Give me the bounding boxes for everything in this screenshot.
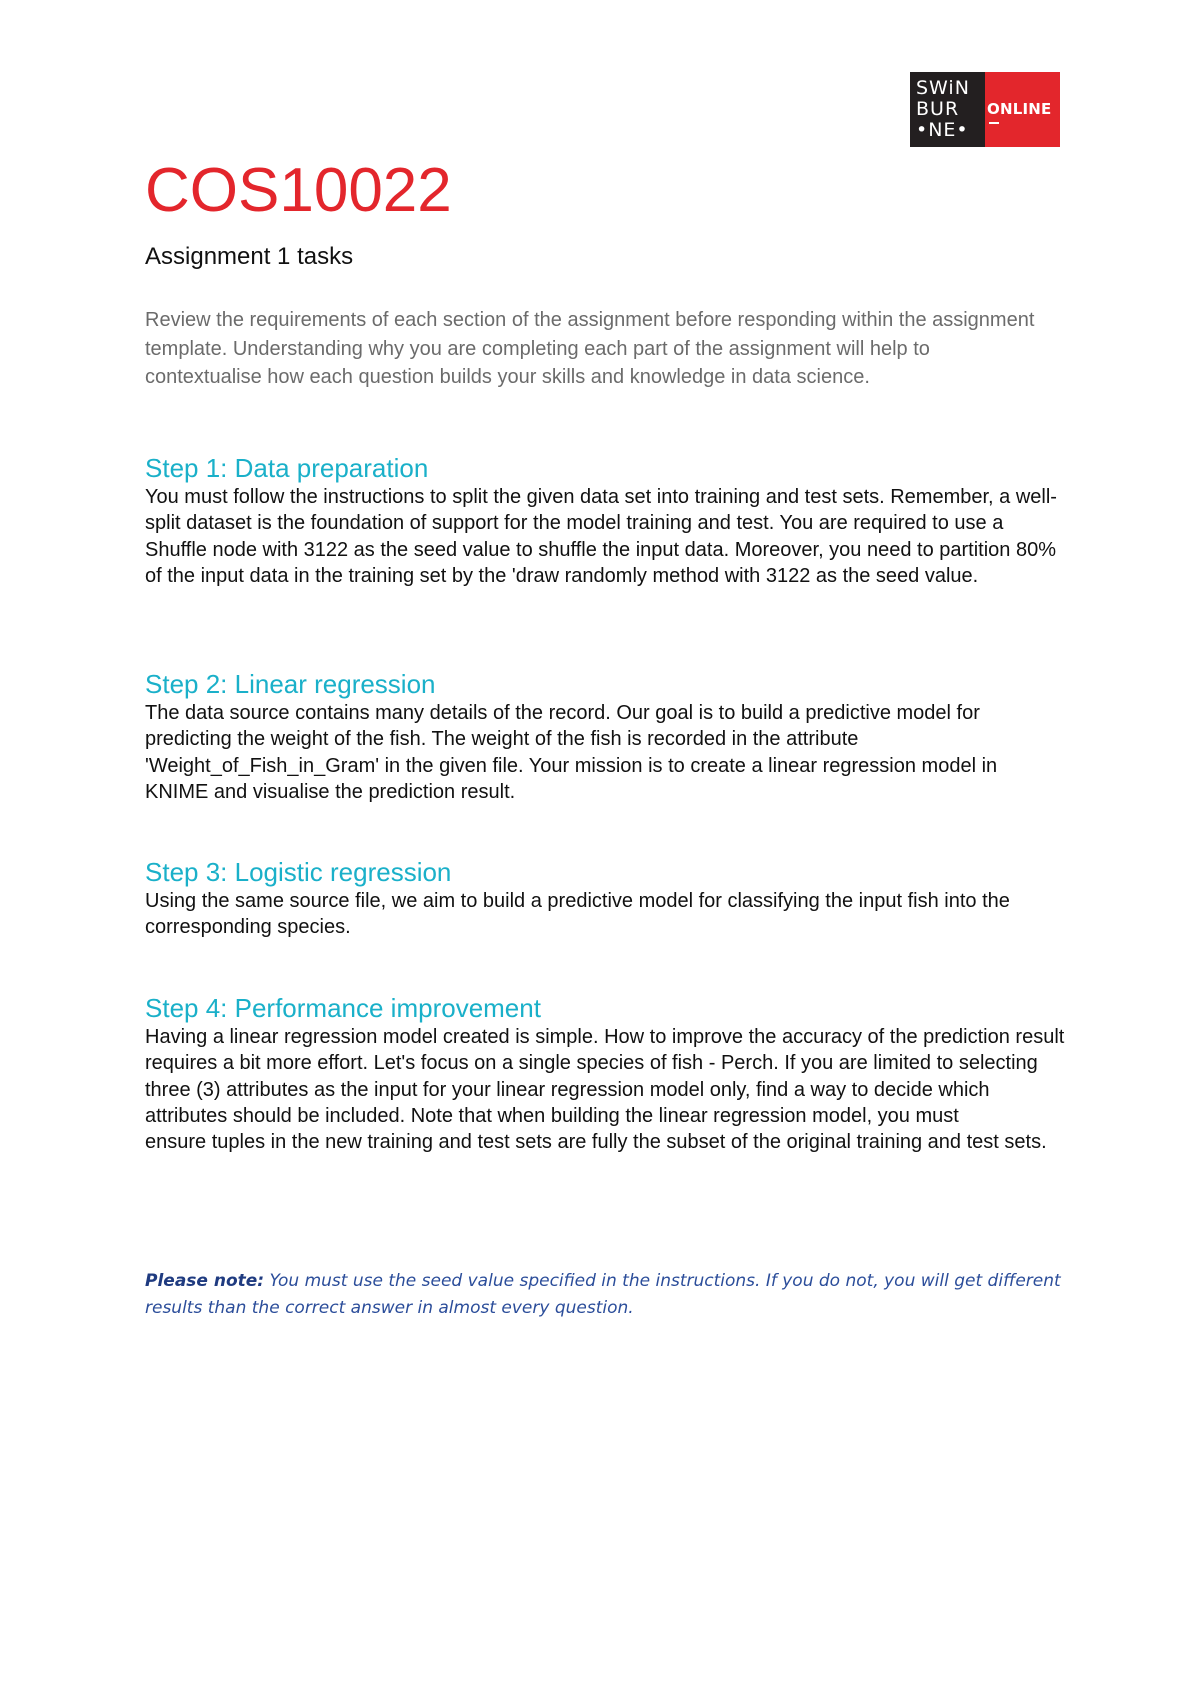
step-1-heading: Step 1: Data preparation (145, 453, 429, 483)
note-text: You must use the seed value specified in the instructions. If you do not, you will get different results than the correct answer in almost every question. (145, 1271, 1061, 1318)
step-3-heading: Step 3: Logistic regression (145, 857, 452, 887)
step-1-body: You must follow the instructions to split the given data set into training and test sets. Remember, a well-split dataset is the foundation of support for the model training and test. You are required to use a Shuffle node with 3122 as the seed value to shuffle the input data. Moreover, you need to partition 80% of the input data in the training set by the 'draw randomly method with 3122 as the seed value. (145, 486, 1057, 587)
step-2-section (145, 668, 1065, 805)
course-code-title: COS10022 (145, 156, 452, 225)
swinburne-online-logo (910, 72, 1060, 147)
step-2-heading: Step 2: Linear regression (145, 669, 436, 699)
logo-wordmark-block (910, 72, 985, 147)
step-4-body-part-1: Having a linear regression model created is simple. How to improve the accuracy of the prediction result requires a bit more effort. Let's focus on a single species of fish - Perch. If you are limited to selecting three (3) attributes as the input for your linear regression model only, find a way to decide which attributes should be included. Note that when building the linear regression model, you must (145, 1026, 1065, 1127)
logo-online-text: ONLINE (987, 100, 1052, 118)
step-3-section (145, 856, 1065, 941)
assignment-subtitle: Assignment 1 tasks (145, 243, 354, 270)
step-4-body-part-2: ensure tuples in the new training and test sets are fully the subset of the original training and test sets. (145, 1131, 1047, 1154)
step-3-body: Using the same source file, we aim to build a predictive model for classifying the input fish into the corresponding species. (145, 890, 1010, 939)
please-note-paragraph (145, 1268, 1065, 1322)
note-label: Please note: (145, 1271, 265, 1291)
intro-paragraph: Review the requirements of each section of the assignment before responding within the assignment template. Understanding why you are completing each part of the assignment will help to contextualise how each question builds your skills and knowledge in data science. (145, 309, 1035, 388)
step-4-section (145, 992, 1065, 1155)
logo-line-2: BUR (916, 98, 960, 120)
step-4-heading: Step 4: Performance improvement (145, 993, 541, 1023)
logo-line-3: •NE• (916, 119, 969, 141)
step-2-body: The data source contains many details of the record. Our goal is to build a predictive model for predicting the weight of the fish. The weight of the fish is recorded in the attribute 'Weight_of_Fish_in_Gram' in the given file. Your mission is to create a linear regression model in KNIME and visualise the prediction result. (145, 702, 998, 803)
logo-online-block (985, 72, 1060, 147)
logo-line-1: SWiN (916, 77, 970, 99)
step-1-section (145, 452, 1065, 589)
logo-dash (989, 122, 999, 124)
